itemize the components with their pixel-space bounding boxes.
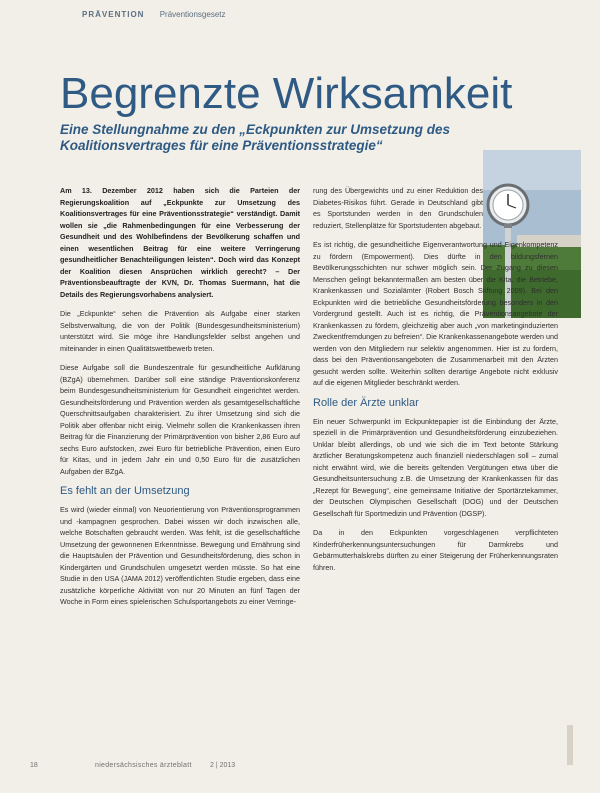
issue-number: 2 | 2013: [210, 762, 236, 769]
right-column: [313, 185, 558, 581]
section-heading: Es fehlt an der Umsetzung: [60, 485, 190, 497]
section-label: PRÄVENTION: [82, 10, 145, 19]
magazine-name: niedersächsisches ärzteblatt: [95, 762, 192, 769]
section-heading: Rolle der Ärzte unklar: [313, 396, 419, 409]
body-paragraph: Es wird (wieder einmal) von Neuorientierung von Präventionsprogrammen und -kampagnen gesprochen. Dabei wissen wir doch inzwischen alle, welche Botschaften gebraucht werden. Was fehlt, ist die gesellschaftliche Umsetzung der gewonnenen Erkenntnisse. Bewegung und Ernährung sind die Hauptsäulen der Prävention und Gesundheitsförderung, dies schon in Kindergärten und Grundschulen umgesetzt werden müsste. So hat eine Studie in den USA (JAMA 2012) veröffentlichten Studie ergeben, dass eine zusätzliche körperliche Aktivität von nur 20 Minuten an fünf Tagen der Woche in Form eines spielerischen Schulsportangebots zu einer Verringe-: [60, 505, 300, 606]
page-number: 18: [30, 762, 38, 769]
section-header: [82, 10, 226, 19]
body-paragraph: Die „Eckpunkte“ sehen die Prävention als Aufgabe einer starken Selbstverwaltung, die von der Politik (Bundesgesundheitsministerium) unterstützt wird. Sie möge ihre Handlungsfelder selbst angehen und miteinander in einen Qualitätswettbewerb treten.: [60, 309, 300, 353]
body-paragraph: Es ist richtig, die gesundheitliche Eigenverantwortung und Eigenkompetenz zu fördern (Empowerment). Dies dürfte in den bildungsfernen Bevölkerungsschichten nur schwer möglich sein. Der Zugang zu diesen Menschen gelingt bekanntermaßen am besten über die Kita, die Betriebe, Krankenkassen und Sozialämter (Robert Bosch Stiftung 2009). Bei den Eckpunkten wird die betriebliche Gesundheitsförderung besonders in den Vordergrund gestellt. Auch ist es richtig, die Präventionsangebote der Krankenkassen zu fördern, gleichzeitig aber auch „von marketinginduzierten Zweckentfremdungen zu befreien“. Die Krankenkassenangebote werden und werden von den Mitgliedern nur selektiv angenommen. Hier ist zu fordern, dass bei den Präventionsangeboten die Zusammenarbeit mit den Ärzten gesucht werden sollte. Weiterhin sollten derartige Angebote nicht exklusiv auf die eigenen Mitglieder beschränkt werden.: [313, 240, 558, 387]
body-paragraph: Ein neuer Schwerpunkt im Eckpunktepapier ist die Einbindung der Ärzte, speziell in die Primärprävention und Gesundheitsförderung einzubeziehen. Unklar bleibt allerdings, ob und wie sich die im Text betonte Stärkung ärztlicher Beratungskompetenz auch finanziell niederschlagen soll – zumal nicht erwähnt wird, wie die bereits geltenden Vergütungen etwa über die Gesundheitsuntersuchung z.B. die Umsetzung der Krankenkassen für das „Rezept für Bewegung“, eine gemeinsame Initiative der Sportärztekammer, der Deutschen Olympischen Gesellschaft (DOG) und der Deutschen Gesellschaft für Sportmedizin und Prävention (DGSP).: [313, 416, 558, 518]
body-paragraph: Da in den Eckpunkten vorgeschlagenen verpflichteten Kinderfrüherkennungsuntersuchungen für Darmkrebs und Gebärmutterhalskrebs dürften zu einer Steigerung der Früherkennungsraten führen.: [313, 528, 558, 572]
body-paragraph: rung des Übergewichts und zu einer Reduktion des Diabetes-Risikos führt. Gerade in Deutschland gibt es Sportstunden werden in den Grundschulen reduziert, Stellenplätze für Sportstudenten abgebaut.: [313, 186, 483, 230]
article-title: Begrenzte Wirksamkeit: [60, 69, 513, 118]
body-paragraph: Diese Aufgabe soll die Bundeszentrale für gesundheitliche Aufklärung (BZgA) übernehmen. Darüber soll eine ständige Präventionskonferenz beim Bundesgesundheitsministerium für Gesundheit eingerichtet werden. Gesundheitsförderung und Prävention werden als gesamtgesellschaftliche Querschnittsaufgaben charakterisiert. Zu ihrer Umsetzung sind sich die Politik aber offenbar nicht einig. Vielmehr sollen die Krankenkassen ihren Beitrag für die Finanzierung der Primärprävention von bisher 2,86 Euro auf sechs Euro aufstocken, zwei Euro für betriebliche Prävention, einen Euro für Kitas, und in jedem Jahr ein und 0,50 Euro für die zusätzlichen Aufgaben der BZgA.: [60, 363, 300, 476]
page-edge-tab: [567, 725, 573, 765]
subsection-label: Präventionsgesetz: [159, 10, 226, 19]
article-subtitle: Eine Stellungnahme zu den „Eckpunkten zur Umsetzung des Koalitionsvertrages für eine Präventionsstrategie“: [60, 122, 451, 153]
left-column: [60, 185, 300, 616]
lead-paragraph: Am 13. Dezember 2012 haben sich die Parteien der Regierungskoalition auf „Eckpunkte zur Umsetzung des Koalitionsvertrages für eine Präventionsstrategie“ verständigt. Damit wollen sie „die Rahmenbedingungen für eine Verbesserung der Gesundheit und des Wohlbefindens der Bevölkerung schaffen und einen wesentlichen Beitrag für eine weitere Verringerung gesundheitlicher Benachteiligungen leisten“. Doch wird das Konzept der Koalition diesen Ansprüchen wirklich gerecht? – Der Präventionsbeauftragte der KVN, Dr. Thomas Suermann, hat die Details des Regierungsvorhabens analysiert.: [60, 186, 300, 299]
